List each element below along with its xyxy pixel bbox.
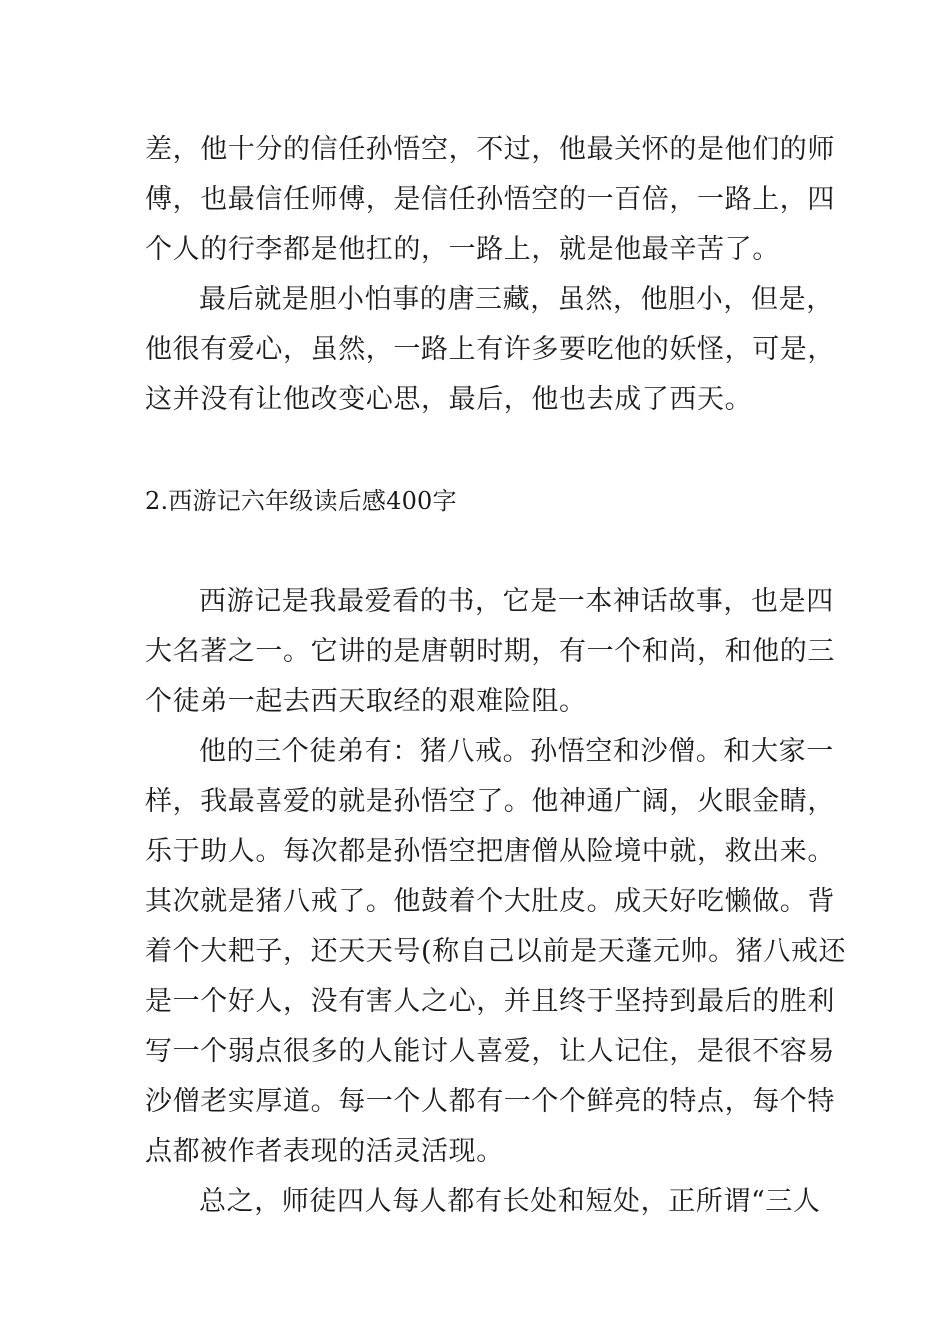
text-line: 傅，也最信任师傅，是信任孙悟空的一百倍，一路上，四: [145, 184, 835, 215]
text-line: 个徒弟一起去西天取经的艰难险阻。: [145, 686, 587, 717]
text-line: 大名著之一。它讲的是唐朝时期，有一个和尚，和他的三: [145, 636, 835, 667]
text-line: 西游记是我最爱看的书，它是一本神话故事，也是四: [199, 586, 834, 617]
text-line: 着个大耙子，还天天号(称自己以前是天蓬元帅。猪八戒还: [145, 936, 847, 967]
text-line: 这并没有让他改变心思，最后，他也去成了西天。: [145, 384, 753, 415]
text-line: 点都被作者表现的活灵活现。: [145, 1136, 504, 1167]
text-line: 最后就是胆小怕事的唐三藏，虽然，他胆小，但是，: [199, 284, 834, 315]
text-line: 乐于助人。每次都是孙悟空把唐僧从险境中就，救出来。: [145, 836, 835, 867]
text-line: 样，我最喜爱的就是孙悟空了。他神通广阔，火眼金睛，: [145, 786, 835, 817]
text-line: 沙僧老实厚道。每一个人都有一个个鲜亮的特点，每个特: [145, 1086, 835, 1117]
text-line: 总之，师徒四人每人都有长处和短处，正所谓“三人: [199, 1186, 821, 1217]
section-heading: 2.西游记六年级读后感400字: [145, 487, 457, 515]
text-line: 他的三个徒弟有：猪八戒。孙悟空和沙僧。和大家一: [199, 736, 834, 767]
text-line: 他很有爱心，虽然，一路上有许多要吃他的妖怪，可是，: [145, 334, 835, 365]
text-line: 其次就是猪八戒了。他鼓着个大肚皮。成天好吃懒做。背: [145, 886, 835, 917]
text-line: 个人的行李都是他扛的，一路上，就是他最辛苦了。: [145, 234, 780, 265]
text-line: 差，他十分的信任孙悟空，不过，他最关怀的是他们的师: [145, 134, 835, 165]
text-line: 写一个弱点很多的人能讨人喜爱，让人记住，是很不容易: [145, 1036, 835, 1067]
text-line: 是一个好人，没有害人之心，并且终于坚持到最后的胜利: [145, 986, 835, 1017]
